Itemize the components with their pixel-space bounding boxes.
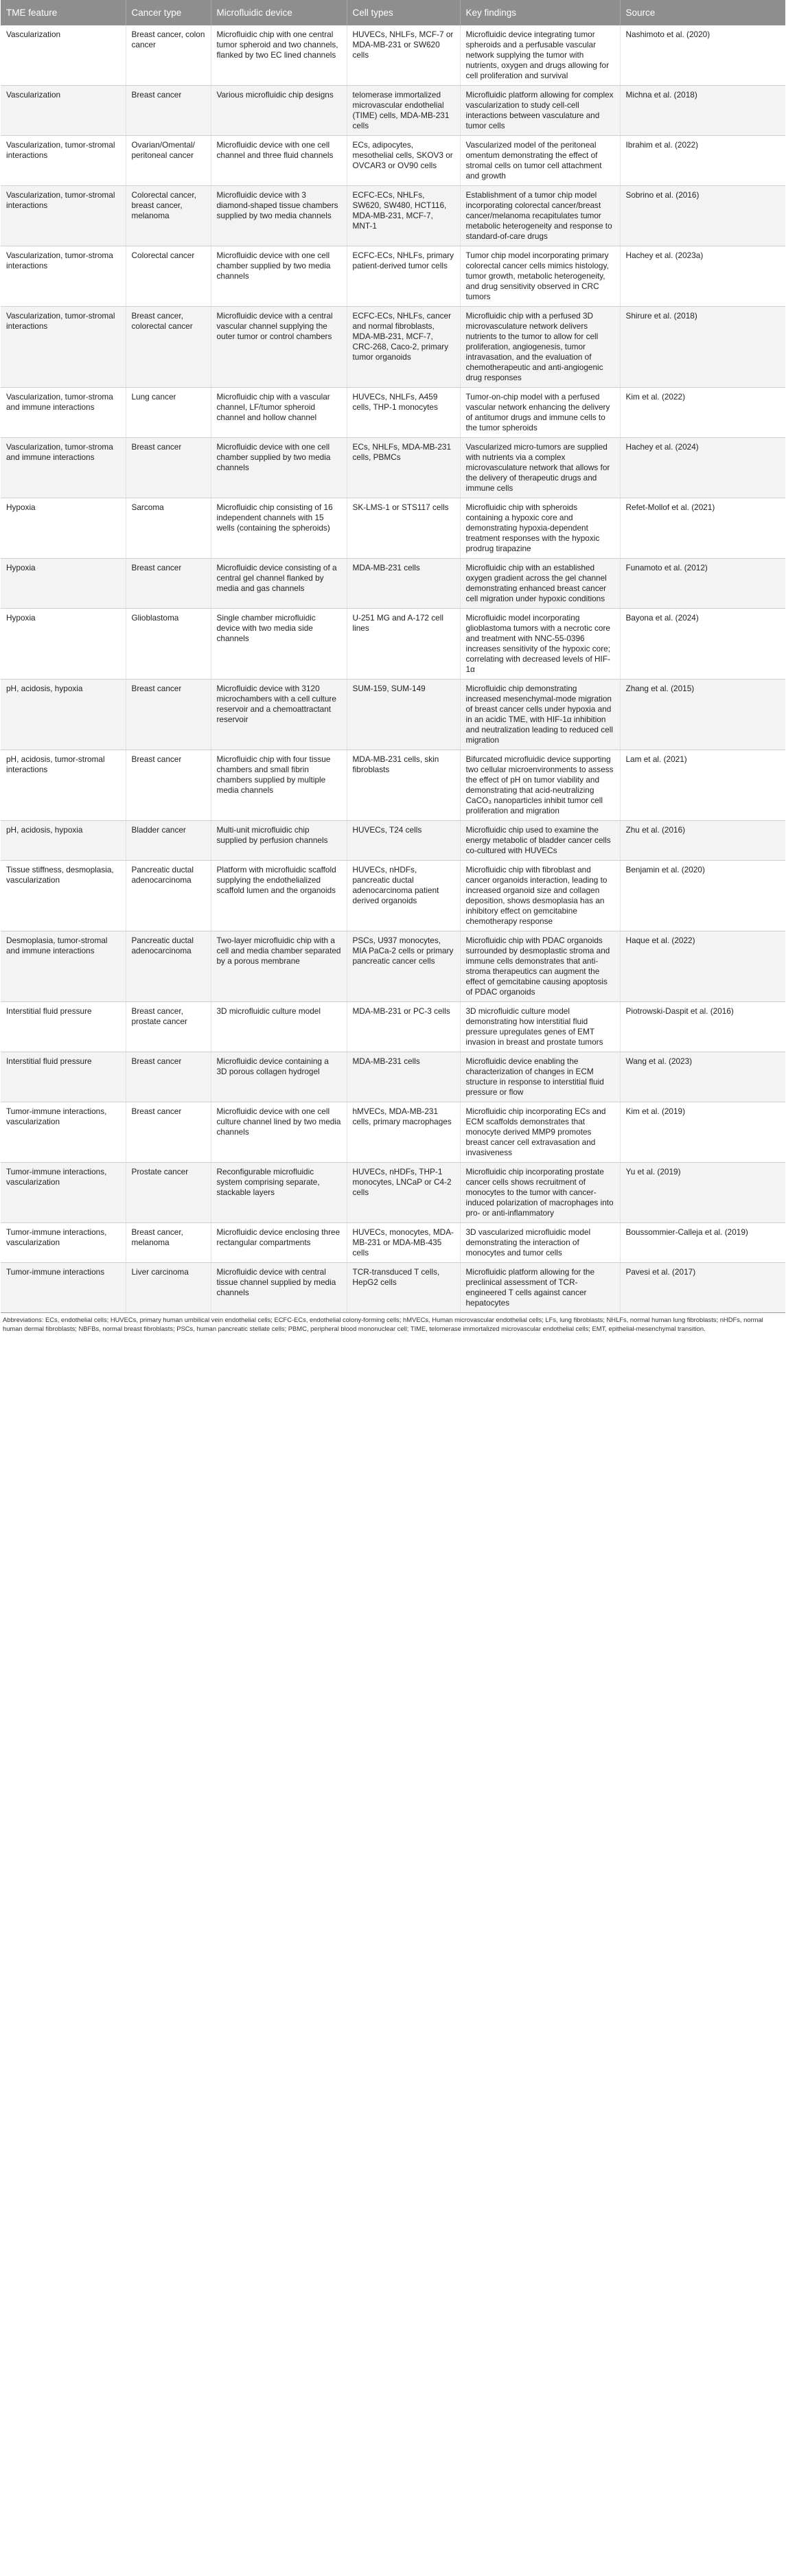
cell-types-cell: TCR-transduced T cells, HepG2 cells	[347, 1263, 460, 1313]
tme-feature-cell: Vascularization	[1, 86, 126, 136]
key-findings-cell: Microfluidic platform allowing for complex vascularization to study cell-cell interactions between vasculature and tumor cells	[460, 86, 620, 136]
table-row	[1, 307, 785, 388]
source-cell: Lam et al. (2021)	[620, 750, 785, 821]
cell-types-cell: MDA-MB-231 cells	[347, 1052, 460, 1102]
cell-types-cell: PSCs, U937 monocytes, MIA PaCa-2 cells or primary pancreatic cancer cells	[347, 931, 460, 1002]
table-row	[1, 246, 785, 307]
tme-feature-cell: Vascularization, tumor-stroma and immune interactions	[1, 438, 126, 498]
key-findings-cell: Microfluidic chip used to examine the energy metabolic of bladder cancer cells co-cultured with HUVECs	[460, 821, 620, 861]
source-cell: Hachey et al. (2023a)	[620, 246, 785, 307]
cell-types-cell: HUVECs, monocytes, MDA-MB-231 or MDA-MB-435 cells	[347, 1223, 460, 1263]
tme-feature-cell: Vascularization, tumor-stromal interactions	[1, 186, 126, 246]
key-findings-cell: Microfluidic chip demonstrating increased mesenchymal-mode migration of breast cancer cells under hypoxia and in an acidic TME, with HIF-1α inhibition and neutralization leading to reduced cell migration	[460, 680, 620, 750]
table-row	[1, 1102, 785, 1163]
cancer-type-cell: Lung cancer	[126, 388, 211, 438]
cell-types-cell: ECs, NHLFs, MDA-MB-231 cells, PBMCs	[347, 438, 460, 498]
cell-types-cell: telomerase immortalized microvascular endothelial (TIME) cells, MDA-MB-231 cells	[347, 86, 460, 136]
microfluidic-device-cell: Microfluidic device with central tissue channel supplied by media channels	[211, 1263, 347, 1313]
key-findings-cell: Microfluidic model incorporating glioblastoma tumors with a necrotic core and treatment with NNC-55-0396 increases sensitivity of the hypoxic core; correlating with decreased levels of HIF-1α	[460, 609, 620, 680]
table-row	[1, 1052, 785, 1102]
microfluidic-device-cell: Microfluidic device enclosing three rectangular compartments	[211, 1223, 347, 1263]
source-cell: Zhang et al. (2015)	[620, 680, 785, 750]
cancer-type-cell: Ovarian/Omental/ peritoneal cancer	[126, 136, 211, 186]
table-row	[1, 1002, 785, 1052]
cell-types-cell: U-251 MG and A-172 cell lines	[347, 609, 460, 680]
table-row	[1, 1263, 785, 1313]
microfluidic-device-cell: Multi-unit microfluidic chip supplied by perfusion channels	[211, 821, 347, 861]
table-row	[1, 750, 785, 821]
source-cell: Kim et al. (2022)	[620, 388, 785, 438]
cell-types-cell: MDA-MB-231 cells, skin fibroblasts	[347, 750, 460, 821]
tme-feature-cell: Vascularization, tumor-stromal interactions	[1, 136, 126, 186]
tme-feature-cell: Desmoplasia, tumor-stromal and immune interactions	[1, 931, 126, 1002]
source-cell: Pavesi et al. (2017)	[620, 1263, 785, 1313]
source-cell: Sobrino et al. (2016)	[620, 186, 785, 246]
cancer-type-cell: Colorectal cancer, breast cancer, melanoma	[126, 186, 211, 246]
header-key-findings: Key findings	[460, 0, 620, 25]
microfluidic-device-cell: Microfluidic device with one cell chamber supplied by two media channels	[211, 438, 347, 498]
cancer-type-cell: Sarcoma	[126, 498, 211, 559]
cell-types-cell: SUM-159, SUM-149	[347, 680, 460, 750]
table-row	[1, 388, 785, 438]
microfluidic-device-cell: Microfluidic device with one cell culture channel lined by two media channels	[211, 1102, 347, 1163]
cancer-type-cell: Breast cancer	[126, 750, 211, 821]
header-tme-feature: TME feature	[1, 0, 126, 25]
cancer-type-cell: Colorectal cancer	[126, 246, 211, 307]
key-findings-cell: 3D microfluidic culture model demonstrating how interstitial fluid pressure upregulates genes of EMT invasion in breast and prostate tumors	[460, 1002, 620, 1052]
microfluidic-device-cell: Microfluidic chip with four tissue chambers and small fibrin chambers supplied by multiple media channels	[211, 750, 347, 821]
tme-feature-cell: Hypoxia	[1, 609, 126, 680]
tme-feature-cell: pH, acidosis, tumor-stromal interactions	[1, 750, 126, 821]
tme-feature-cell: Tissue stiffness, desmoplasia, vascularization	[1, 861, 126, 931]
table-row	[1, 609, 785, 680]
table-body	[1, 25, 785, 1313]
table-row	[1, 559, 785, 609]
cell-types-cell: HUVECs, NHLFs, A459 cells, THP-1 monocytes	[347, 388, 460, 438]
cancer-type-cell: Breast cancer, colon cancer	[126, 25, 211, 86]
cancer-type-cell: Bladder cancer	[126, 821, 211, 861]
key-findings-cell: Vascularized model of the peritoneal omentum demonstrating the effect of stromal cells on tumor cell attachment and growth	[460, 136, 620, 186]
microfluidic-device-cell: Microfluidic chip with one central tumor spheroid and two channels, flanked by two EC lined channels	[211, 25, 347, 86]
source-cell: Shirure et al. (2018)	[620, 307, 785, 388]
table-row	[1, 86, 785, 136]
header-microfluidic-device: Microfluidic device	[211, 0, 347, 25]
table-row	[1, 438, 785, 498]
tme-feature-cell: Vascularization, tumor-stromal interactions	[1, 307, 126, 388]
microfluidic-device-cell: Microfluidic device with a central vascular channel supplying the outer tumor or control chambers	[211, 307, 347, 388]
microfluidic-device-cell: Two-layer microfluidic chip with a cell and media chamber separated by a porous membrane	[211, 931, 347, 1002]
microfluidic-device-cell: Various microfluidic chip designs	[211, 86, 347, 136]
source-cell: Wang et al. (2023)	[620, 1052, 785, 1102]
key-findings-cell: 3D vascularized microfluidic model demonstrating the interaction of monocytes and tumor cells	[460, 1223, 620, 1263]
tme-feature-cell: Interstitial fluid pressure	[1, 1002, 126, 1052]
cancer-type-cell: Breast cancer	[126, 86, 211, 136]
table-row	[1, 25, 785, 86]
key-findings-cell: Microfluidic chip with a perfused 3D microvasculature network delivers nutrients to the tumor to allow for cell proliferation, angiogenesis, tumor intravasation, and the evaluation of chemotherapeutic and anti-angiogenic drug responses	[460, 307, 620, 388]
cancer-type-cell: Pancreatic ductal adenocarcinoma	[126, 861, 211, 931]
key-findings-cell: Microfluidic chip with PDAC organoids surrounded by desmoplastic stroma and immune cells demonstrates that anti-stroma therapeutics can augment the effect of gemcitabine causing apoptosis of PDAC organoids	[460, 931, 620, 1002]
tme-feature-cell: pH, acidosis, hypoxia	[1, 821, 126, 861]
source-cell: Kim et al. (2019)	[620, 1102, 785, 1163]
tme-feature-cell: Vascularization, tumor-stroma interactions	[1, 246, 126, 307]
key-findings-cell: Microfluidic device enabling the characterization of changes in ECM structure in response to interstitial fluid pressure or flow	[460, 1052, 620, 1102]
cancer-type-cell: Liver carcinoma	[126, 1263, 211, 1313]
tme-feature-cell: Hypoxia	[1, 559, 126, 609]
microfluidic-device-cell: Microfluidic device containing a 3D porous collagen hydrogel	[211, 1052, 347, 1102]
table-row	[1, 931, 785, 1002]
tme-feature-cell: Tumor-immune interactions	[1, 1263, 126, 1313]
cell-types-cell: ECFC-ECs, NHLFs, SW620, SW480, HCT116, MDA-MB-231, MCF-7, MNT-1	[347, 186, 460, 246]
table-header	[1, 0, 785, 25]
tme-feature-cell: Hypoxia	[1, 498, 126, 559]
source-cell: Refet-Mollof et al. (2021)	[620, 498, 785, 559]
table-row	[1, 498, 785, 559]
cancer-type-cell: Breast cancer, melanoma	[126, 1223, 211, 1263]
key-findings-cell: Microfluidic chip with an established oxygen gradient across the gel channel demonstrating enhanced breast cancer cell migration under hypoxic conditions	[460, 559, 620, 609]
microfluidic-device-cell: Microfluidic chip with a vascular channel, LF/tumor spheroid channel and hollow channel	[211, 388, 347, 438]
header-source: Source	[620, 0, 785, 25]
cancer-type-cell: Breast cancer	[126, 559, 211, 609]
microfluidic-device-cell: 3D microfluidic culture model	[211, 1002, 347, 1052]
cancer-type-cell: Glioblastoma	[126, 609, 211, 680]
cell-types-cell: ECs, adipocytes, mesothelial cells, SKOV3 or OVCAR3 or OV90 cells	[347, 136, 460, 186]
key-findings-cell: Bifurcated microfluidic device supporting two cellular microenvironments to assess the effect of pH on tumor viability and demonstrating that acid-neutralizing CaCO₃ nanoparticles inhibit tumor cell proliferation and migration	[460, 750, 620, 821]
source-cell: Funamoto et al. (2012)	[620, 559, 785, 609]
source-cell: Boussommier-Calleja et al. (2019)	[620, 1223, 785, 1263]
cell-types-cell: SK-LMS-1 or STS117 cells	[347, 498, 460, 559]
microfluidic-device-cell: Single chamber microfluidic device with two media side channels	[211, 609, 347, 680]
source-cell: Bayona et al. (2024)	[620, 609, 785, 680]
key-findings-cell: Microfluidic platform allowing for the preclinical assessment of TCR-engineered T cells against cancer hepatocytes	[460, 1263, 620, 1313]
tme-feature-cell: Tumor-immune interactions, vascularization	[1, 1223, 126, 1263]
microfluidic-device-cell: Microfluidic device with one cell chamber supplied by two media channels	[211, 246, 347, 307]
table-row	[1, 136, 785, 186]
key-findings-cell: Microfluidic chip with fibroblast and cancer organoids interaction, leading to increased organoid size and collagen deposition, shows desmoplasia has an inhibitory effect on gemcitabine chemotherapy response	[460, 861, 620, 931]
source-cell: Benjamin et al. (2020)	[620, 861, 785, 931]
microfluidic-device-cell: Platform with microfluidic scaffold supplying the endothelialized scaffold lumen and the organoids	[211, 861, 347, 931]
source-cell: Ibrahim et al. (2022)	[620, 136, 785, 186]
cancer-type-cell: Breast cancer	[126, 438, 211, 498]
table-row	[1, 821, 785, 861]
header-row	[1, 0, 785, 25]
microfluidic-device-cell: Microfluidic device consisting of a central gel channel flanked by media and gas channels	[211, 559, 347, 609]
key-findings-cell: Microfluidic device integrating tumor spheroids and a perfusable vascular network supplying the tumor with nutrients, oxygen and drugs allowing for cell proliferation and survival	[460, 25, 620, 86]
cell-types-cell: MDA-MB-231 cells	[347, 559, 460, 609]
key-findings-cell: Establishment of a tumor chip model incorporating colorectal cancer/breast cancer/melanoma recapitulates tumor metabolic heterogeneity and response to standard-of-care drugs	[460, 186, 620, 246]
source-cell: Michna et al. (2018)	[620, 86, 785, 136]
key-findings-cell: Tumor-on-chip model with a perfused vascular network enhancing the delivery of antitumor drugs and immune cells to the tumor spheroids	[460, 388, 620, 438]
tme-feature-cell: Vascularization, tumor-stroma and immune interactions	[1, 388, 126, 438]
microfluidic-device-cell: Microfluidic chip consisting of 16 independent channels with 15 wells (containing the spheroids)	[211, 498, 347, 559]
cancer-type-cell: Pancreatic ductal adenocarcinoma	[126, 931, 211, 1002]
cell-types-cell: MDA-MB-231 or PC-3 cells	[347, 1002, 460, 1052]
tme-microfluidic-table	[1, 0, 785, 1313]
source-cell: Hachey et al. (2024)	[620, 438, 785, 498]
cancer-type-cell: Breast cancer, colorectal cancer	[126, 307, 211, 388]
cell-types-cell: ECFC-ECs, NHLFs, primary patient-derived tumor cells	[347, 246, 460, 307]
cell-types-cell: ECFC-ECs, NHLFs, cancer and normal fibroblasts, MDA-MB-231, MCF-7, CRC-268, Caco-2, primary tumor organoids	[347, 307, 460, 388]
tme-feature-cell: Tumor-immune interactions, vascularization	[1, 1102, 126, 1163]
key-findings-cell: Microfluidic chip incorporating ECs and ECM scaffolds demonstrates that monocyte derived MMP9 promotes breast cancer cell extravasation and invasiveness	[460, 1102, 620, 1163]
table-row	[1, 680, 785, 750]
table-row	[1, 1163, 785, 1223]
tme-feature-cell: Tumor-immune interactions, vascularization	[1, 1163, 126, 1223]
cancer-type-cell: Breast cancer	[126, 1102, 211, 1163]
abbreviations-footnote: Abbreviations: ECs, endothelial cells; HUVECs, primary human umbilical vein endothelial cells; ECFC-ECs, endothelial colony-forming cells; hMVECs, Human microvascular endothelial cells; LFs, lung fibroblasts; NHLFs, normal human lung fibroblasts; nHDFs, normal human dermal fibroblasts; NBFBs, normal breast fibroblasts; PSCs, human pancreatic stellate cells; PBMC, peripheral blood mononuclear cell; TIME, telomerase immortalized microvascular endothelial cells; EMT, epithelial-mesenchymal transition.	[3, 1316, 763, 1332]
cell-types-cell: HUVECs, T24 cells	[347, 821, 460, 861]
cell-types-cell: hMVECs, MDA-MB-231 cells, primary macrophages	[347, 1102, 460, 1163]
microfluidic-device-cell: Microfluidic device with 3 diamond-shaped tissue chambers supplied by two media channels	[211, 186, 347, 246]
key-findings-cell: Tumor chip model incorporating primary colorectal cancer cells mimics histology, tumor growth, metabolic heterogeneity, and drug sensitivity observed in CRC tumors	[460, 246, 620, 307]
microfluidic-device-cell: Reconfigurable microfluidic system comprising separate, stackable layers	[211, 1163, 347, 1223]
cell-types-cell: HUVECs, nHDFs, THP-1 monocytes, LNCaP or C4-2 cells	[347, 1163, 460, 1223]
table-row	[1, 861, 785, 931]
source-cell: Yu et al. (2019)	[620, 1163, 785, 1223]
source-cell: Zhu et al. (2016)	[620, 821, 785, 861]
source-cell: Piotrowski-Daspit et al. (2016)	[620, 1002, 785, 1052]
source-cell: Nashimoto et al. (2020)	[620, 25, 785, 86]
table-row	[1, 1223, 785, 1263]
cancer-type-cell: Breast cancer	[126, 1052, 211, 1102]
cancer-type-cell: Breast cancer, prostate cancer	[126, 1002, 211, 1052]
key-findings-cell: Microfluidic chip with spheroids containing a hypoxic core and demonstrating hypoxia-dependent treatment responses with the hypoxic prodrug tirapazine	[460, 498, 620, 559]
table-row	[1, 186, 785, 246]
key-findings-cell: Vascularized micro-tumors are supplied with nutrients via a complex microvasculature network that allows for the delivery of therapeutic drugs and immune cells	[460, 438, 620, 498]
cancer-type-cell: Prostate cancer	[126, 1163, 211, 1223]
source-cell: Haque et al. (2022)	[620, 931, 785, 1002]
microfluidic-device-cell: Microfluidic device with one cell channel and three fluid channels	[211, 136, 347, 186]
microfluidic-device-cell: Microfluidic device with 3120 microchambers with a cell culture reservoir and a chemoattractant reservoir	[211, 680, 347, 750]
cancer-type-cell: Breast cancer	[126, 680, 211, 750]
key-findings-cell: Microfluidic chip incorporating prostate cancer cells shows recruitment of monocytes to the tumor with cancer-induced polarization of macrophages into pro- or anti-inflammatory	[460, 1163, 620, 1223]
tme-feature-cell: Interstitial fluid pressure	[1, 1052, 126, 1102]
cell-types-cell: HUVECs, nHDFs, pancreatic ductal adenocarcinoma patient derived organoids	[347, 861, 460, 931]
tme-feature-cell: Vascularization	[1, 25, 126, 86]
header-cancer-type: Cancer type	[126, 0, 211, 25]
cell-types-cell: HUVECs, NHLFs, MCF-7 or MDA-MB-231 or SW620 cells	[347, 25, 460, 86]
header-cell-types: Cell types	[347, 0, 460, 25]
tme-feature-cell: pH, acidosis, hypoxia	[1, 680, 126, 750]
